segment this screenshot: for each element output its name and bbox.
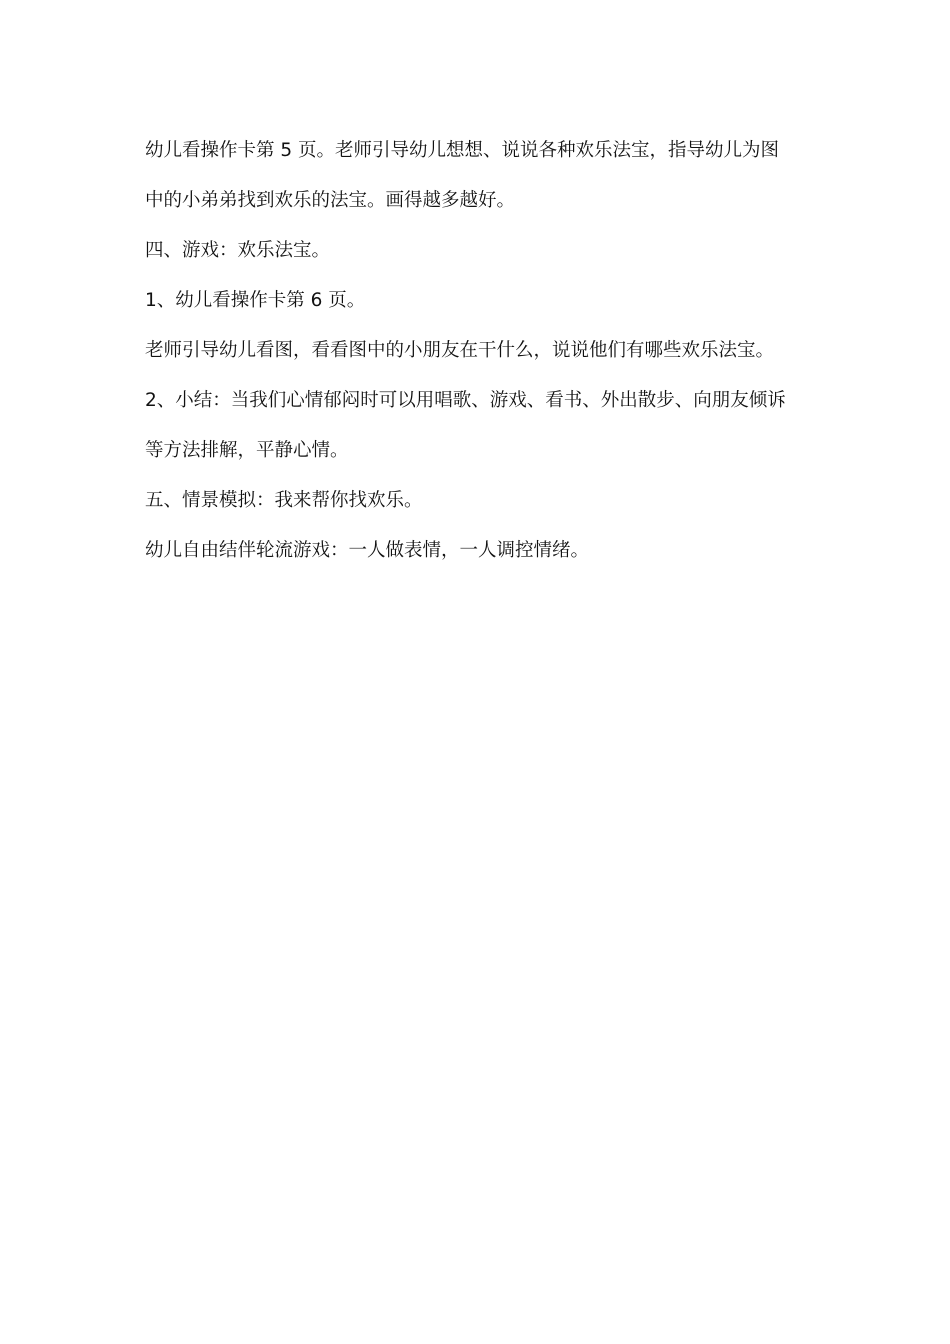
document-body <box>145 135 825 585</box>
paragraph-line-teacher-guide: 老师引导幼儿看图，看看图中的小朋友在干什么，说说他们有哪些欢乐法宝。 <box>145 340 775 361</box>
list-item-2-continued: 等方法排解，平静心情。 <box>145 440 349 461</box>
section-heading-roleplay: 五、情景模拟：我来帮你找欢乐。 <box>145 490 423 511</box>
paragraph-line-2: 中的小弟弟找到欢乐的法宝。画得越多越好。 <box>145 190 516 211</box>
paragraph-line-1: 幼儿看操作卡第 5 页。老师引导幼儿想想、说说各种欢乐法宝，指导幼儿为图 <box>145 140 780 161</box>
section-heading-game: 四、游戏：欢乐法宝。 <box>145 240 331 261</box>
list-item-2: 2、小结：当我们心情郁闷时可以用唱歌、游戏、看书、外出散步、向朋友倾诉 <box>145 390 786 411</box>
list-item-1: 1、幼儿看操作卡第 6 页。 <box>145 290 366 311</box>
paragraph-line-free-play: 幼儿自由结伴轮流游戏：一人做表情，一人调控情绪。 <box>145 540 590 561</box>
